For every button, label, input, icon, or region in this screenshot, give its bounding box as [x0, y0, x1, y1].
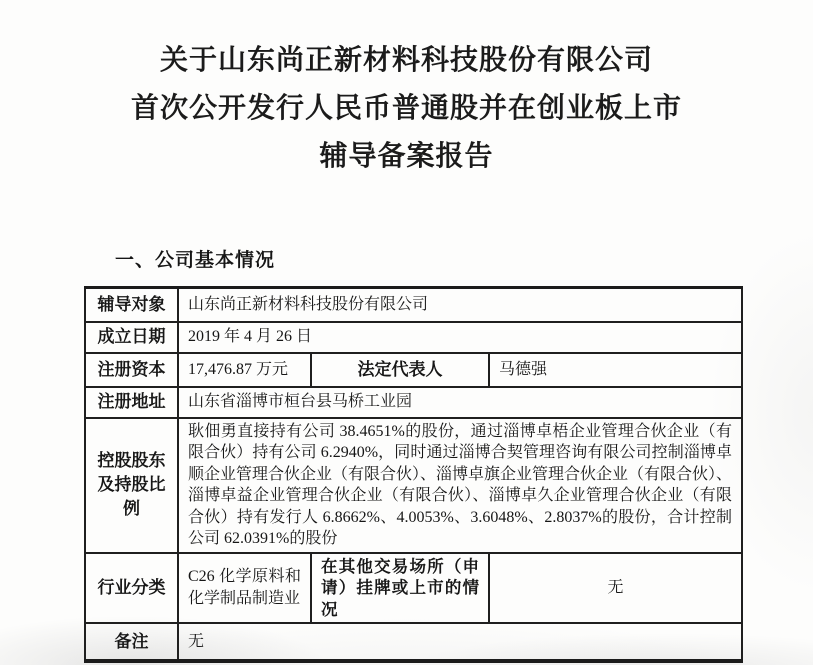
document-title-line-1: 关于山东尚正新材料科技股份有限公司 — [159, 44, 653, 75]
cell-value-controlling-shareholder: 耿佃勇直接持有公司 38.4651%的股份，通过淄博卓梧企业管理合伙企业（有限合伙）持有公司 6.2940%，同时通过淄博合契管理咨询有限公司控制淄博卓顺企业管理合伙企业（有限合伙）、淄博卓旗企业管理合伙企业（有限合伙）、淄博卓益企业管理合伙企业（有限合伙）、淄博卓久企业管理合伙企业（有限合伙）持有发行人 6.8662%、4.0053%、3.6048%、2.8037%的股份，合计控制公司 62.0391%的股份 — [178, 418, 742, 553]
cell-value-remarks: 无 — [178, 623, 742, 661]
cell-value-registered-capital: 17,476.87 万元 — [178, 353, 311, 387]
document-title-line-3: 辅导备案报告 — [319, 140, 494, 171]
table-row-registered-capital — [85, 353, 742, 387]
cell-value-registered-address: 山东省淄博市桓台县马桥工业园 — [178, 387, 742, 418]
cell-label-registered-capital: 注册资本 — [85, 353, 178, 387]
cell-label-other-listing: 在其他交易场所（申请）挂牌或上市的情况 — [311, 553, 489, 624]
cell-label-controlling-shareholder: 控股股东及持股比例 — [85, 418, 178, 553]
cell-label-remarks: 备注 — [85, 623, 178, 661]
cell-value-guidance-target: 山东尚正新材料科技股份有限公司 — [178, 288, 742, 322]
cell-value-other-listing: 无 — [489, 553, 742, 624]
cell-value-established-date: 2019 年 4 月 26 日 — [178, 322, 742, 353]
cell-value-industry-classification: C26 化学原料和化学制品制造业 — [178, 553, 311, 624]
cell-value-legal-representative: 马德强 — [489, 353, 742, 387]
document-title — [0, 36, 813, 180]
cell-label-legal-representative: 法定代表人 — [311, 353, 489, 387]
table-row-industry-classification — [85, 553, 742, 624]
table-row-registered-address — [85, 387, 742, 418]
document-title-line-2: 首次公开发行人民币普通股并在创业板上市 — [130, 92, 682, 123]
cell-label-guidance-target: 辅导对象 — [85, 288, 178, 322]
cell-label-established-date: 成立日期 — [85, 322, 178, 353]
company-info-table — [84, 286, 743, 663]
cell-label-registered-address: 注册地址 — [85, 387, 178, 418]
cell-label-industry-classification: 行业分类 — [85, 553, 178, 624]
table-row-controlling-shareholder — [85, 418, 742, 553]
table-row-established-date — [85, 322, 742, 353]
section-heading-company-basic-info: 一、公司基本情况 — [115, 250, 276, 271]
table-row-remarks — [85, 623, 742, 661]
table-row-guidance-target — [85, 288, 742, 322]
